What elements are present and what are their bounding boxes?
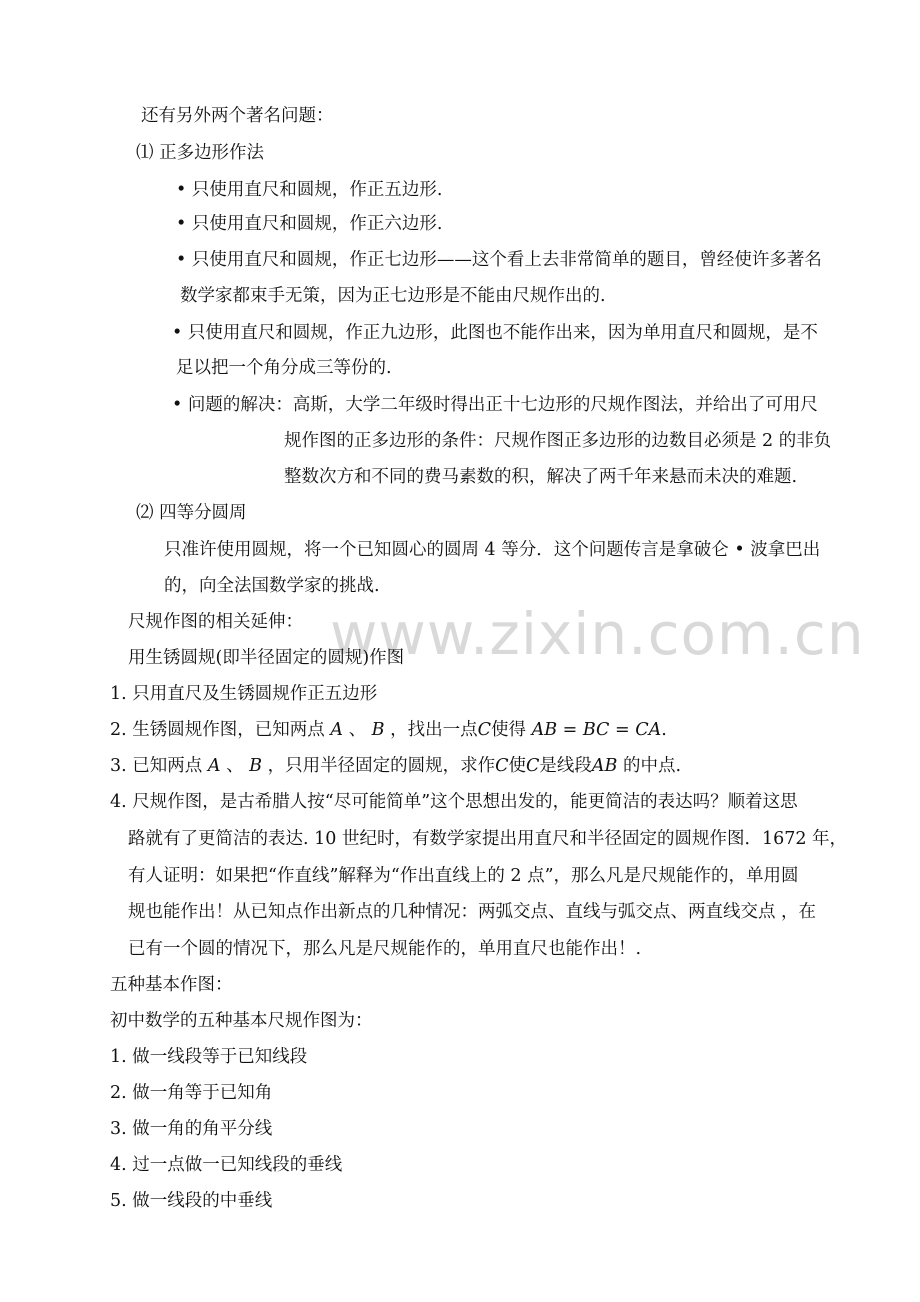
bullet-heptagon-cont: 数学家都束手无策，因为正七边形是不能由尺规作出的. [180, 286, 606, 306]
item-4-cont-3: 规也能作出！从已知点作出新点的几种情况：两弧交点、直线与弧交点、两直线交点 ，在 [128, 902, 817, 922]
heading-basic-constructions: 五种基本作图： [110, 975, 233, 995]
bullet-hexagon: • 只使用直尺和圆规，作正六边形. [176, 214, 443, 234]
item-2: 2. 生锈圆规作图，已知两点 A 、 B ，找出一点C使得 AB = BC = CA. [110, 720, 667, 740]
rusty-compass-line: 用生锈圆规(即半径固定的圆规)作图 [128, 648, 405, 668]
item-1: 1. 只用直尺及生锈圆规作正五边形 [110, 684, 378, 704]
construction-2: 2. 做一角等于已知角 [110, 1083, 273, 1103]
watermark: www.zixin.com.cn [330, 600, 865, 668]
quarter-circle-text: 只准许使用圆规，将一个已知圆心的圆周 4 等分．这个问题传言是拿破仑 • 波拿巴出 [164, 540, 821, 560]
intro-line: 还有另外两个著名问题： [141, 106, 334, 126]
construction-4: 4. 过一点做一已知线段的垂线 [110, 1155, 343, 1175]
bullet-gauss-cont-1: 规作图的正多边形的条件：尺规作图正多边形的边数目必须是 2 的非负 [284, 431, 832, 451]
bullet-pentagon: • 只使用直尺和圆规，作正五边形. [176, 180, 443, 200]
construction-3: 3. 做一角的角平分线 [110, 1119, 273, 1139]
bullet-nonagon: • 只使用直尺和圆规，作正九边形，此图也不能作出来，因为单用直尺和圆规，是不 [172, 323, 818, 343]
quarter-circle-text-cont: 的，向全法国数学家的挑战. [164, 576, 380, 596]
construction-1: 1. 做一线段等于已知线段 [110, 1047, 308, 1067]
basic-constructions-intro: 初中数学的五种基本尺规作图为： [110, 1011, 373, 1031]
heading-quarter-circle: ⑵ 四等分圆周 [136, 503, 247, 523]
item-3: 3. 已知两点 A 、 B ，只用半径固定的圆规，求作C使C是线段AB 的中点. [110, 756, 682, 776]
bullet-gauss: • 问题的解决：高斯，大学二年级时得出正十七边形的尺规作图法，并给出了可用尺 [172, 395, 818, 415]
heading-regular-polygon: ⑴ 正多边形作法 [136, 143, 265, 163]
bullet-heptagon: • 只使用直尺和圆规，作正七边形——这个看上去非常简单的题目，曾经使许多著名 [176, 250, 822, 270]
bullet-nonagon-cont: 足以把一个角分成三等份的. [176, 358, 392, 378]
construction-5: 5. 做一线段的中垂线 [110, 1191, 273, 1211]
item-4: 4. 尺规作图，是古希腊人按“尽可能简单”这个思想出发的，能更简洁的表达吗？顺着这思 [110, 792, 798, 812]
item-4-cont-4: 已有一个圆的情况下，那么凡是尺规能作的，单用直尺也能作出！. [128, 939, 642, 959]
heading-extension: 尺规作图的相关延伸： [128, 612, 303, 632]
bullet-gauss-cont-2: 整数次方和不同的费马素数的积，解决了两千年来悬而未决的难题. [284, 467, 798, 487]
item-4-cont-2: 有人证明：如果把“作直线”解释为“作出直线上的 2 点”，那么凡是尺规能作的，单用圆 [128, 866, 799, 886]
item-4-cont-1: 路就有了更简洁的表达. 10 世纪时，有数学家提出用直尺和半径固定的圆规作图．1672 年， [128, 829, 848, 849]
